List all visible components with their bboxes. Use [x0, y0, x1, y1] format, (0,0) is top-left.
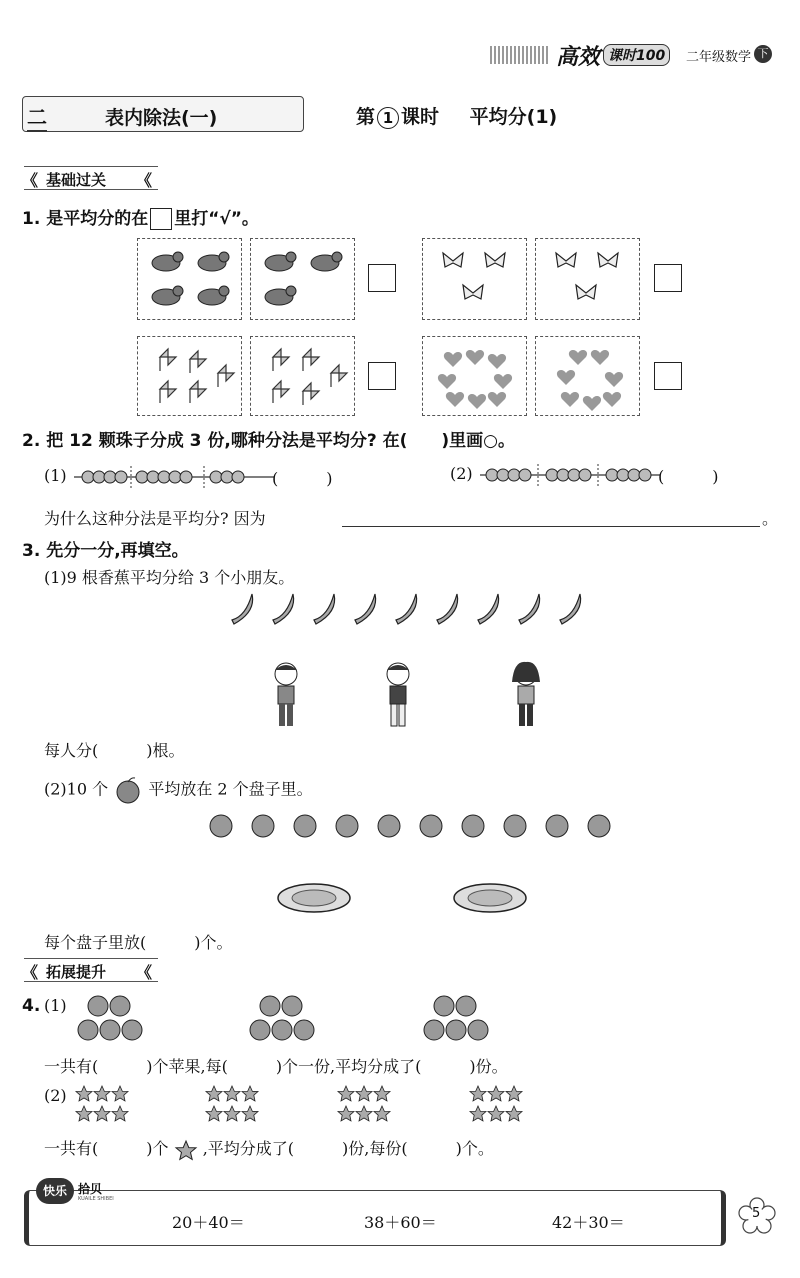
pinwheel-icons: [138, 337, 243, 417]
header: [490, 40, 780, 70]
bird-icons: [251, 239, 356, 321]
q1-answer-box-pinwheels[interactable]: [368, 362, 396, 390]
q1-answer-box-birds[interactable]: [368, 264, 396, 292]
q2-number: 2.: [22, 431, 41, 451]
lesson-name: 平均分(1): [469, 106, 558, 128]
child-icon: [506, 660, 546, 730]
q1-answer-box-hearts[interactable]: [654, 362, 682, 390]
pinwheel-icons: [251, 337, 356, 417]
footer-badge-b: 拾贝: [78, 1182, 103, 1196]
q2-beads-2: [480, 462, 660, 488]
section-basic-label: 基础过关: [46, 171, 107, 189]
q2-option-2: [450, 462, 760, 488]
child-icon: [266, 660, 306, 730]
apple-icons: [204, 808, 614, 842]
section-basic-tag: 《 基础过关 《: [24, 166, 158, 190]
q4-number: 4.: [22, 996, 41, 1016]
q4-part2-label: (2): [44, 1086, 67, 1105]
q3-number: 3.: [22, 541, 41, 561]
plate-icon: [276, 880, 352, 916]
q1-group-pinwheels-b: [250, 336, 355, 416]
heart-icons: [423, 337, 528, 417]
q4-part2-fill-b[interactable]: ,平均分成了( )份,每份( )个。: [202, 1139, 494, 1158]
star-group-icons: [74, 1082, 544, 1126]
lesson-title: [356, 102, 557, 129]
star-icon: [174, 1139, 198, 1161]
grade-label: 二年级数学: [686, 50, 752, 65]
banana-icons: [226, 590, 596, 630]
footer-badge: [36, 1178, 116, 1208]
section-extend-label: 拓展提升: [46, 963, 107, 981]
q3-part1-fill[interactable]: 每人分( )根。: [44, 741, 185, 760]
butterfly-icons: [423, 239, 528, 321]
q1-group-pinwheels-a: [137, 336, 242, 416]
q2-option-2-label: (2): [450, 464, 473, 483]
q3-part2-fill[interactable]: 每个盘子里放( )个。: [44, 933, 233, 952]
q2-why-end: 。: [762, 509, 779, 528]
q4-part1-fill[interactable]: 一共有( )个苹果,每( )个一份,平均分成了( )份。: [44, 1057, 508, 1076]
apple-icon: [113, 776, 143, 804]
lesson-prefix: 第: [356, 106, 376, 128]
q3-text: 先分一分,再填空。: [46, 541, 189, 561]
apple-group-icons: [74, 992, 554, 1044]
section-extend-tag: 《 拓展提升 《: [24, 958, 158, 982]
q1-answer-box-butterflies[interactable]: [654, 264, 682, 292]
q3-part2-a: (2)10 个: [44, 779, 109, 799]
page-number: 5: [752, 1206, 761, 1221]
q1-group-hearts-b: [535, 336, 640, 416]
brand-sub: 课时100: [603, 44, 670, 66]
q1-number: 1.: [22, 209, 41, 229]
q2-stem: [22, 426, 515, 451]
q1-group-butterflies-b: [535, 238, 640, 320]
footer-badge-a: 快乐: [36, 1178, 74, 1204]
q2-option-1: [44, 464, 364, 490]
q1-group-butterflies-a: [422, 238, 527, 320]
q1-group-birds-b: [250, 238, 355, 320]
q1-text-a: 是平均分的在: [46, 209, 149, 229]
q4-part2-fill-a[interactable]: 一共有( )个: [44, 1139, 169, 1158]
q2-option-1-paren[interactable]: ( ): [272, 469, 333, 488]
unit-number: 二: [27, 101, 47, 132]
lesson-suffix: 课时: [401, 106, 440, 128]
brand-main: 高效: [556, 45, 601, 70]
lesson-number: 1: [377, 107, 399, 129]
q3-part1-text: (1)9 根香蕉平均分给 3 个小朋友。: [44, 568, 295, 587]
footer-expr-1[interactable]: 20＋40＝: [172, 1213, 245, 1232]
child-icon: [378, 660, 418, 730]
q2-text: 把 12 颗珠子分成 3 份,哪种分法是平均分? 在( )里画○。: [46, 431, 515, 451]
q1-group-birds-a: [137, 238, 242, 320]
q2-beads-1: [74, 464, 274, 490]
q3-part2-text: [44, 776, 313, 804]
q3-stem: [22, 536, 189, 561]
q1-checkbox-sample: [150, 208, 172, 230]
footer-expr-2[interactable]: 38＋60＝: [364, 1213, 437, 1232]
butterfly-icons: [536, 239, 641, 321]
q2-option-2-paren[interactable]: ( ): [658, 467, 719, 486]
volume-badge: 下: [754, 45, 772, 63]
q3-part2-b: 平均放在 2 个盘子里。: [148, 779, 313, 799]
q2-why-answer-line[interactable]: [342, 526, 760, 527]
footer-expr-3[interactable]: 42＋30＝: [552, 1213, 625, 1232]
q1-group-hearts-a: [422, 336, 527, 416]
q1-text-b: 里打“√”。: [174, 209, 259, 229]
plate-icon: [452, 880, 528, 916]
q4-part2-fill: [44, 1136, 494, 1161]
q2-option-1-label: (1): [44, 466, 67, 485]
q4-part1-label: (1): [44, 996, 67, 1015]
q2-why: [44, 506, 779, 530]
q2-why-text: 为什么这种分法是平均分? 因为: [44, 509, 266, 528]
header-stripes: [490, 46, 550, 64]
footer-badge-pinyin: KUAILE SHIBEI: [78, 1196, 114, 1202]
unit-banner: [22, 96, 304, 132]
heart-icons: [536, 337, 641, 417]
unit-title: 表内除法(一): [105, 107, 218, 129]
q1-stem: [22, 204, 259, 230]
bird-icons: [138, 239, 243, 321]
